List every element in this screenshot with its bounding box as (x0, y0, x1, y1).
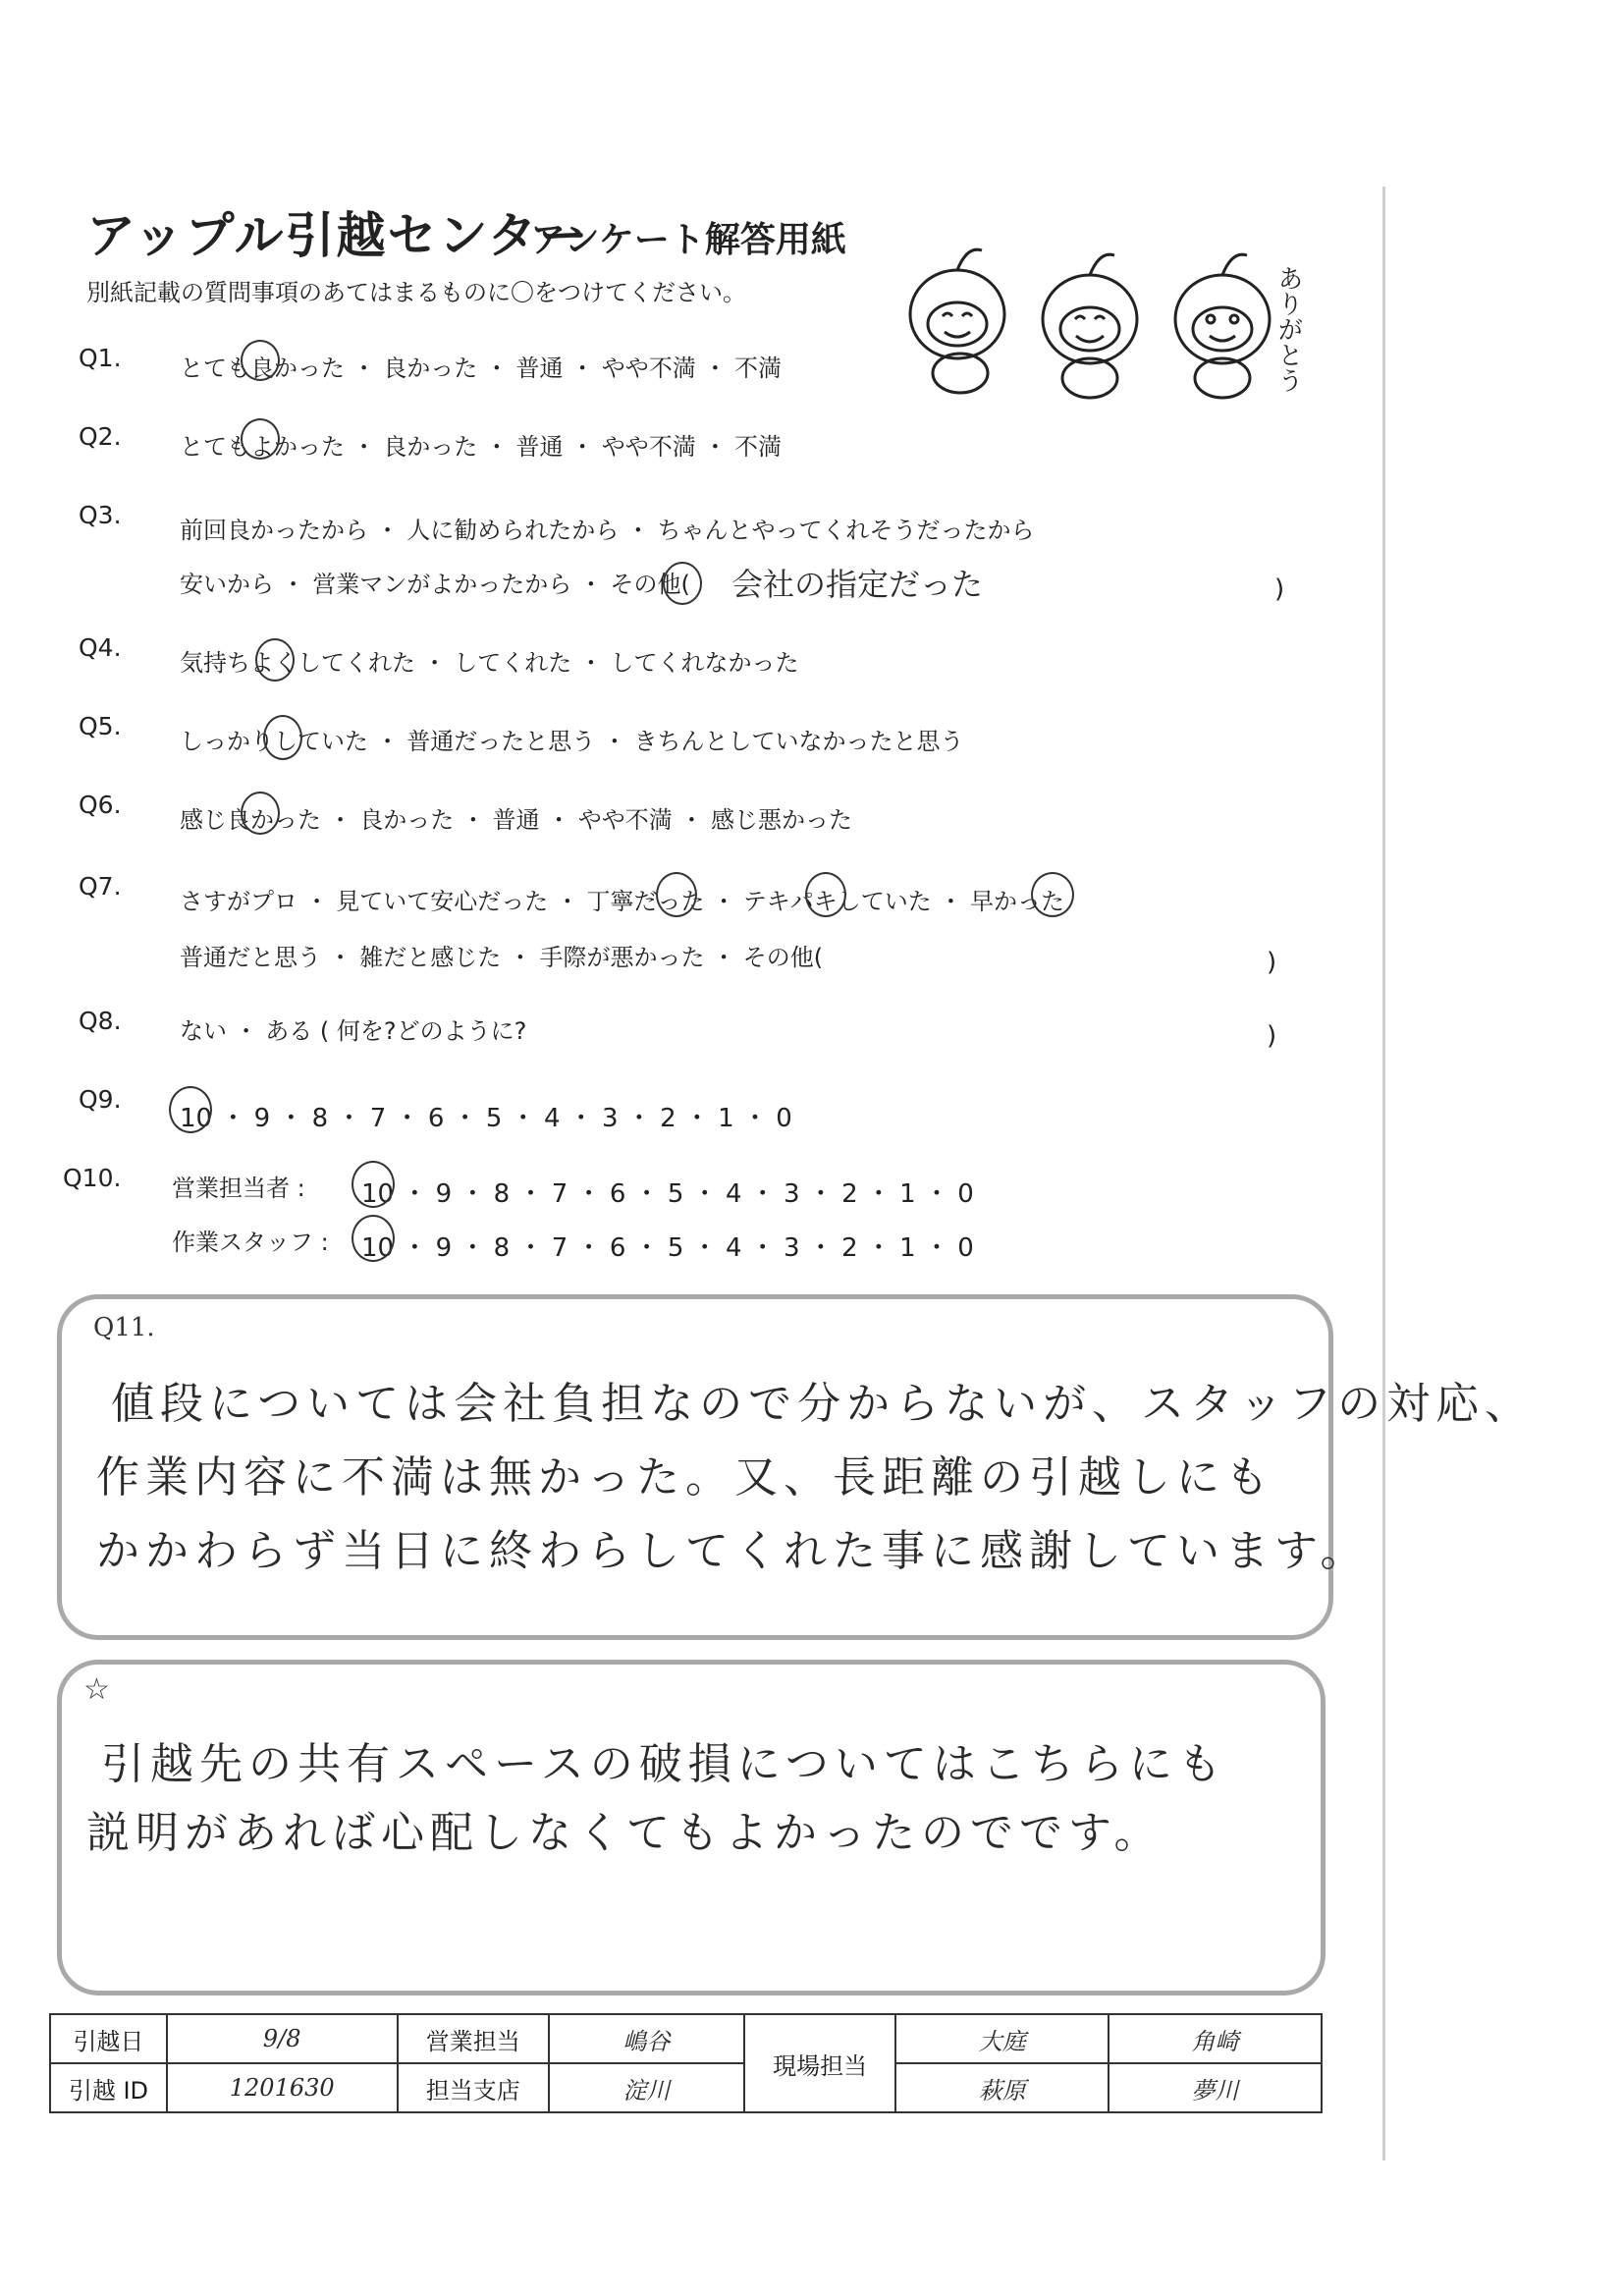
q8-label: Q8. (79, 1007, 122, 1035)
staff-1: 大庭 (895, 2014, 1109, 2063)
q5-answer-circle (263, 715, 302, 760)
q3-options-line1: 前回良かったから ・ 人に勧められたから ・ ちゃんとやってくれそうだったから (180, 517, 1035, 544)
instruction-text: 別紙記載の質問事項のあてはまるものに〇をつけてください。 (86, 279, 746, 306)
q10-sales-answer-circle (352, 1161, 395, 1208)
q3-handwritten-other: 会社の指定だった (731, 566, 984, 603)
staff-4: 夢川 (1109, 2063, 1322, 2112)
q11-line-2: 作業内容に不満は無かった。又、長距離の引越しにも (96, 1452, 1274, 1503)
branch-value: 淀川 (549, 2063, 744, 2112)
q1-label: Q1. (79, 344, 122, 372)
q2-answer-circle (241, 418, 280, 460)
staff-2: 角崎 (1109, 2014, 1322, 2063)
q1-options: とても良かった ・ 良かった ・ 普通 ・ やや不満 ・ 不満 (180, 355, 783, 382)
q5-options: しっかりしていた ・ 普通だったと思う ・ きちんとしていなかったと思う (180, 728, 964, 755)
q6-answer-circle (241, 792, 280, 835)
q3-answer-circle (663, 562, 702, 605)
q7-options-line2: 普通だと思う ・ 雑だと感じた ・ 手際が悪かった ・ その他( (180, 944, 824, 971)
q10-sales-label: 営業担当者 : (172, 1175, 305, 1202)
company-title: アップル引越センター (86, 207, 590, 264)
q7-answer-circle-teinei (656, 872, 697, 917)
q9-answer-circle (169, 1086, 212, 1133)
q11-comment-box (57, 1294, 1535, 1640)
branch-label: 担当支店 (398, 2063, 549, 2112)
staff-3: 萩原 (895, 2063, 1109, 2112)
q7-answer-circle-tekipaki (805, 872, 846, 917)
move-id-label: 引越 ID (50, 2063, 167, 2112)
q4-options: 気持ちよくしてくれた ・ してくれた ・ してくれなかった (180, 649, 799, 677)
q6-label: Q6. (79, 791, 122, 819)
q2-label: Q2. (79, 422, 122, 451)
q7-answer-circle-hayai (1031, 872, 1074, 917)
q11-line-3: かかわらず当日に終わらしてくれた事に感謝しています。 (96, 1526, 1370, 1576)
sales-value: 嶋谷 (549, 2014, 744, 2063)
mascot-icon (1043, 254, 1137, 398)
q11-label: Q11. (93, 1313, 155, 1342)
q8-close-paren: ) (1267, 1021, 1277, 1051)
star-icon: ☆ (83, 1672, 110, 1707)
q9-scale: 10 ・ 9 ・ 8 ・ 7 ・ 6 ・ 5 ・ 4 ・ 3 ・ 2 ・ 1 ・ 0 (180, 1104, 792, 1133)
mascot-icon (910, 249, 1004, 393)
q6-options: 感じ良かった ・ 良かった ・ 普通 ・ やや不満 ・ 感じ悪かった (180, 806, 853, 834)
q10-label: Q10. (63, 1164, 122, 1192)
mascot-icon (1175, 254, 1270, 398)
q10-sales-scale: 10 ・ 9 ・ 8 ・ 7 ・ 6 ・ 5 ・ 4 ・ 3 ・ 2 ・ 1 ・ 0 (361, 1179, 974, 1209)
q5-label: Q5. (79, 712, 122, 740)
q3-label: Q3. (79, 501, 122, 529)
q8-options: ない ・ ある ( 何を?どのように? (180, 1017, 527, 1045)
extra-line-2: 説明があれば心配しなくてもよかったのでです。 (86, 1808, 1163, 1858)
move-date-label: 引越日 (50, 2014, 167, 2063)
q4-label: Q4. (79, 633, 122, 662)
q9-label: Q9. (79, 1085, 122, 1114)
sales-label: 営業担当 (398, 2014, 549, 2063)
site-label: 現場担当 (744, 2014, 895, 2112)
paper-edge (1382, 187, 1385, 2160)
q1-answer-circle (241, 340, 280, 381)
mascot-caption: ありがとう (1273, 265, 1303, 393)
q2-options: とてもよかった ・ 良かった ・ 普通 ・ やや不満 ・ 不満 (180, 433, 783, 461)
mascot-illustration (884, 226, 1325, 403)
q7-label: Q7. (79, 872, 122, 901)
q7-close-paren: ) (1267, 948, 1277, 977)
q7-options-line1: さすがプロ ・ 見ていて安心だった ・ 丁寧だった ・ テキパキしていた ・ 早かった (180, 888, 1065, 915)
q11-line-1: 値段については会社負担なので分からないが、スタッフの対応、 (111, 1379, 1535, 1429)
form-subtitle: アンケート解答用紙 (530, 220, 846, 260)
q10-staff-answer-circle (352, 1215, 395, 1262)
extra-comment-box (57, 1660, 1325, 1995)
q3-options-line2: 安いから ・ 営業マンがよかったから ・ その他( (180, 571, 690, 598)
q10-staff-label: 作業スタッフ : (172, 1229, 329, 1256)
q4-answer-circle (255, 638, 295, 682)
extra-line-1: 引越先の共有スペースの破損についてはこちらにも (101, 1739, 1227, 1789)
q10-staff-scale: 10 ・ 9 ・ 8 ・ 7 ・ 6 ・ 5 ・ 4 ・ 3 ・ 2 ・ 1 ・ 0 (361, 1233, 974, 1263)
move-date-value: 9/8 (167, 2014, 398, 2063)
move-id-value: 1201630 (167, 2063, 398, 2112)
q3-close-paren: ) (1274, 574, 1285, 604)
move-info-table (49, 2013, 1323, 2113)
